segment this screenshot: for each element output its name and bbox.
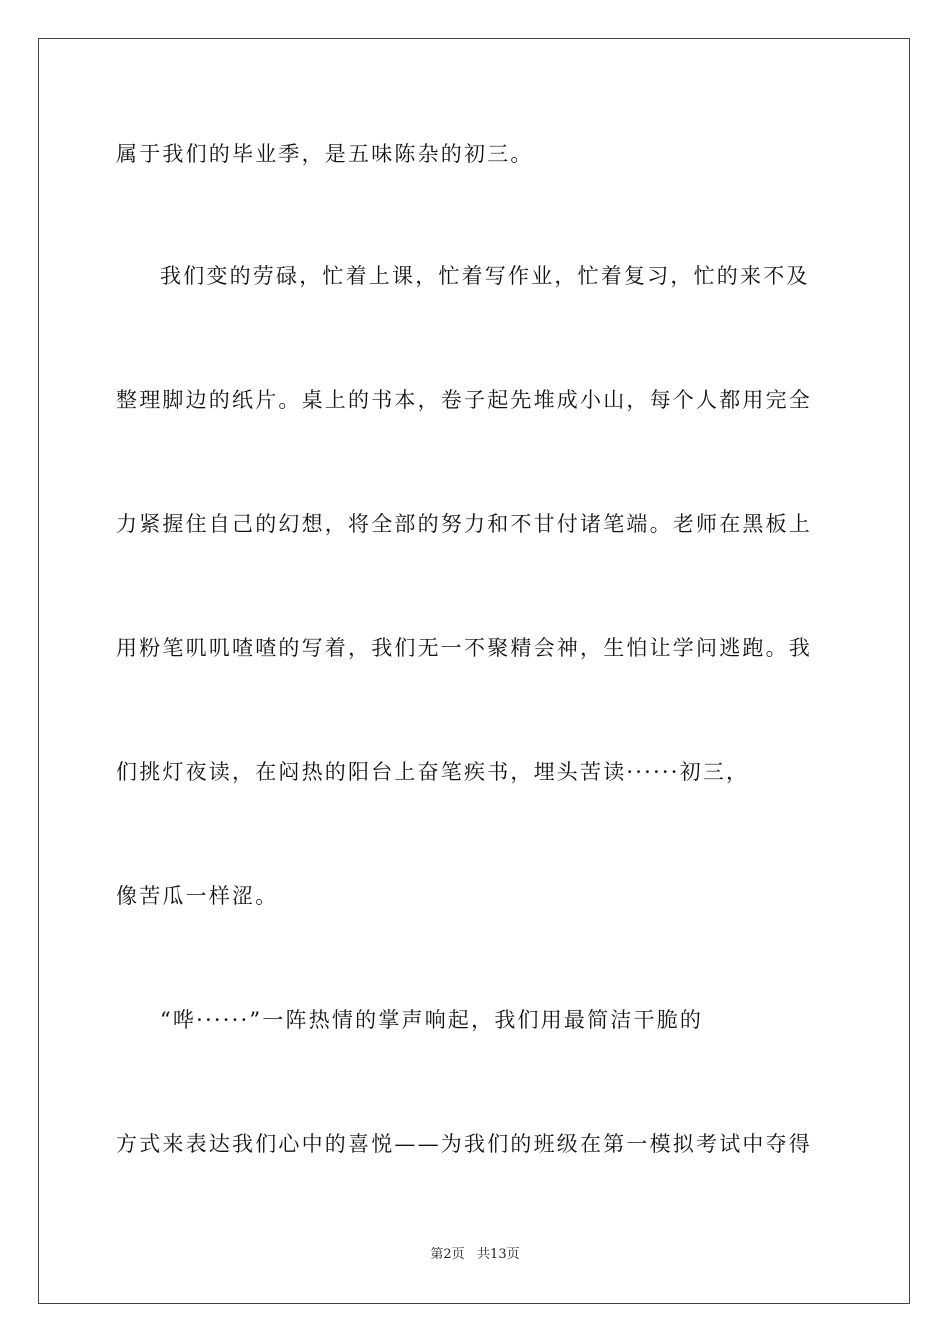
text-line-4: 力紧握住自己的幻想，将全部的努力和不甘付诸笔端。老师在黑板上 xyxy=(116,512,812,536)
text-line-3: 整理脚边的纸片。桌上的书本，卷子起先堆成小山，每个人都用完全 xyxy=(116,388,812,412)
page-number-footer: 第2页 共13页 xyxy=(430,1247,520,1262)
text-line-9: 方式来表达我们心中的喜悦——为我们的班级在第一模拟考试中夺得 xyxy=(116,1132,812,1156)
page-border xyxy=(38,38,910,1304)
text-line-2: 我们变的劳碌，忙着上课，忙着写作业，忙着复习，忙的来不及 xyxy=(160,264,810,288)
text-line-1: 属于我们的毕业季，是五味陈杂的初三。 xyxy=(116,142,534,166)
text-line-5: 用粉笔叽叽喳喳的写着，我们无一不聚精会神，生怕让学问逃跑。我 xyxy=(116,636,812,660)
text-line-7: 像苦瓜一样涩。 xyxy=(116,884,279,908)
text-line-6: 们挑灯夜读，在闷热的阳台上奋笔疾书，埋头苦读······初三， xyxy=(116,760,750,784)
text-line-8: “哗······”一阵热情的掌声响起，我们用最简洁干脆的 xyxy=(160,1008,704,1032)
